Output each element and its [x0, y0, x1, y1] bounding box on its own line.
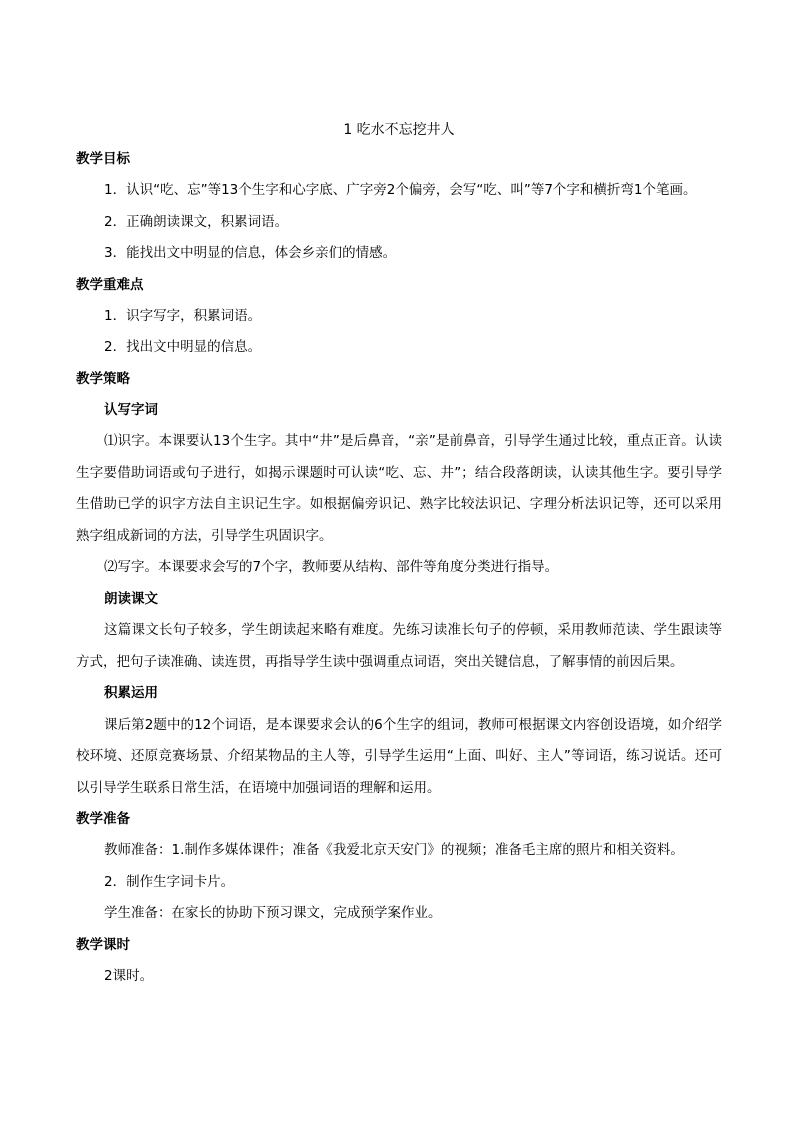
- paragraph: 3．能找出文中明显的信息，体会乡亲们的情感。: [104, 245, 397, 261]
- sub-heading: 积累运用: [104, 685, 158, 701]
- section-preparation: [76, 804, 722, 930]
- section-heading: 教学目标: [76, 151, 130, 167]
- paragraph: 学生准备：在家长的协助下预习课文，完成预学案作业。: [104, 905, 442, 921]
- sub-heading: 朗读课文: [104, 590, 158, 607]
- paragraph: 1．认识“吃、忘”等13个生字和心字底、广字旁2个偏旁，会写“吃、叫”等7个字和横折弯1个笔画。: [104, 182, 697, 198]
- section-key-points: [76, 270, 722, 364]
- section-objectives: [76, 144, 722, 270]
- document-page: [76, 118, 722, 992]
- paragraph: 2．制作生字词卡片。: [104, 873, 235, 890]
- document-title: 1 吃水不忘挖井人: [343, 122, 455, 138]
- paragraph: 1．识字写字，积累词语。: [104, 307, 262, 324]
- paragraph: 2．正确朗读课文，积累词语。: [104, 213, 289, 230]
- section-heading: 教学重难点: [76, 276, 144, 293]
- paragraph: 这篇课文长句子较多，学生朗读起来略有难度。先练习读准长句子的停顿，采用教师范读、学生跟读等方式，把句子读准确、读连贯，再指导学生读中强调重点词语，突出关键信息，了解事情的前因后果。: [76, 622, 722, 670]
- paragraph: 课后第2题中的12个词语，是本课要求会认的6个生字的组词，教师可根据课文内容创设语境，如介绍学校环境、还原竞赛场景、介绍某物品的主人等，引导学生运用“上面、叫好、主人”等词语，练习说话。还可以引导学生联系日常生活，在语境中加强词语的理解和运用。: [76, 716, 722, 796]
- paragraph: 2．找出文中明显的信息。: [104, 339, 262, 355]
- section-heading: 教学课时: [76, 936, 130, 953]
- sub-heading: 认写字词: [104, 401, 158, 418]
- paragraph: ⑵写字。本课要求会写的7个字，教师要从结构、部件等角度分类进行指导。: [104, 559, 559, 575]
- paragraph: 2课时。: [104, 967, 154, 984]
- section-strategy: [76, 364, 722, 805]
- paragraph: ⑴识字。本课要认13个生字。其中“井”是后鼻音，“亲”是前鼻音，引导学生通过比较，重点正音。认读生字要借助词语或句子进行，如揭示课题时可认读“吃、忘、井”；结合段落朗读，认读其他生字。要引导学生借助已学的识字方法自主识记生字。如根据偏旁识记、熟字比较法识记、字理分析法识记等，还可以采用熟字组成新词的方法，引导学生巩固识字。: [76, 433, 722, 544]
- section-periods: [76, 930, 722, 993]
- section-heading: 教学准备: [76, 811, 130, 827]
- paragraph: 教师准备：1.制作多媒体课件；准备《我爱北京天安门》的视频；准备毛主席的照片和相关资料。: [104, 842, 684, 858]
- section-heading: 教学策略: [76, 370, 130, 387]
